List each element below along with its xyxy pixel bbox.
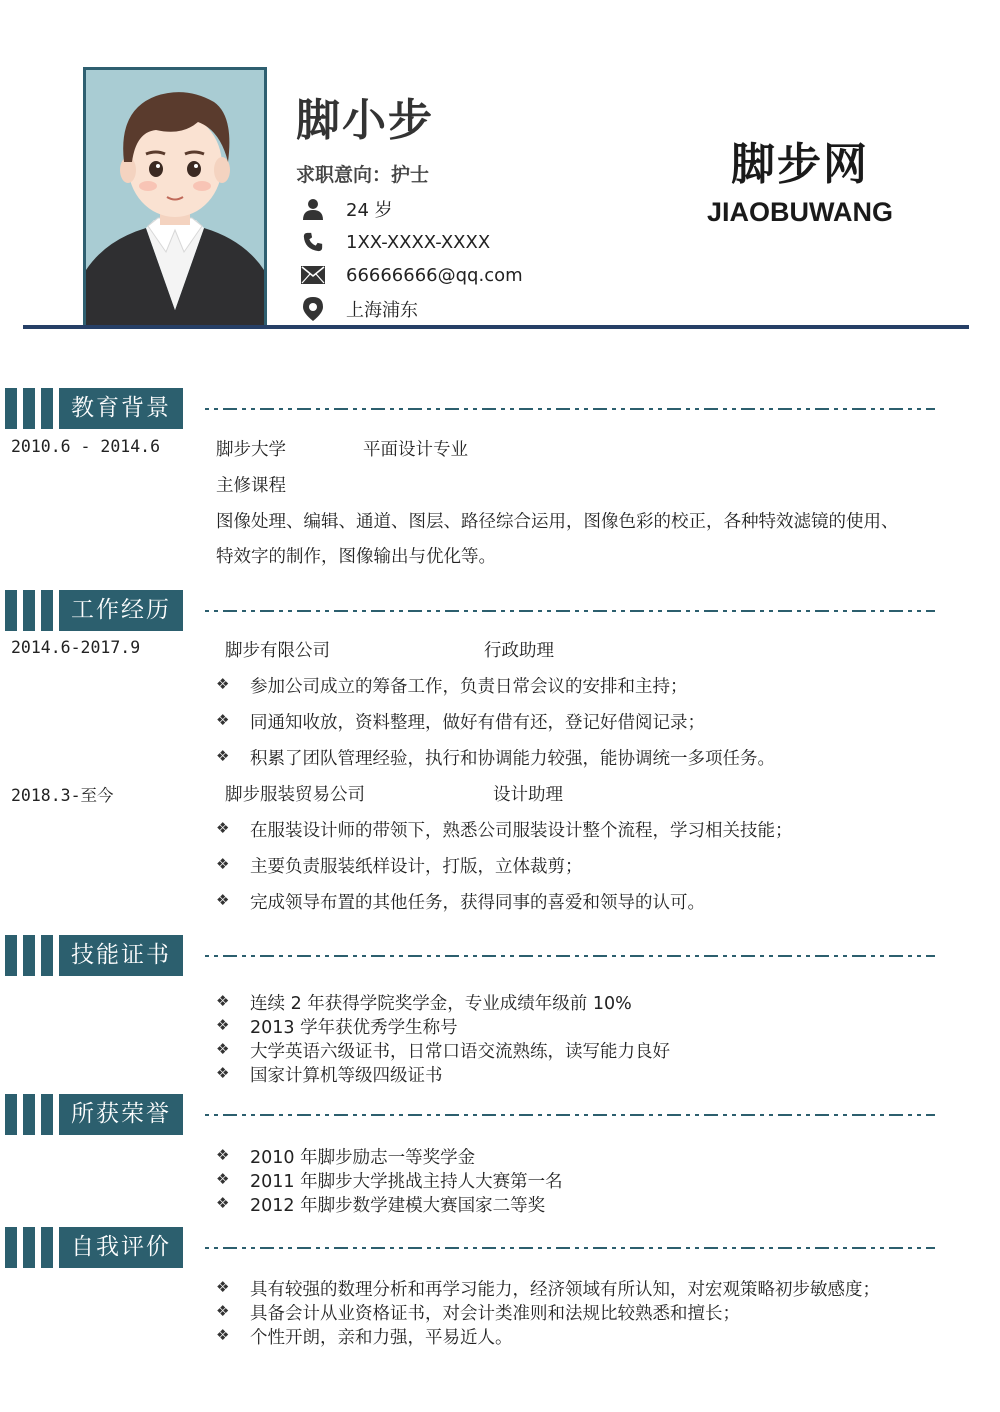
- phone-value: 1XX-XXXX-XXXX: [346, 231, 491, 253]
- section-header-self: [5, 1227, 935, 1268]
- diamond-bullet-icon: ❖: [216, 1278, 230, 1296]
- diamond-bullet-icon: ❖: [216, 1146, 230, 1164]
- job-duty: 同通知收放，资料整理，做好有借有还，登记好借阅记录；: [250, 713, 705, 733]
- job-duty: 完成领导布置的其他任务，获得同事的喜爱和领导的认可。: [250, 893, 705, 913]
- section-header-honors: [5, 1094, 935, 1135]
- diamond-bullet-icon: ❖: [216, 819, 230, 837]
- age-row: [300, 196, 393, 222]
- diamond-bullet-icon: ❖: [216, 675, 230, 693]
- section-header-skills: [5, 935, 935, 976]
- job-duty: 积累了团队管理经验，执行和协调能力较强，能协调统一多项任务。: [250, 749, 775, 769]
- avatar: [86, 70, 264, 326]
- email-value: 66666666@qq.com: [346, 264, 523, 286]
- job-role: 设计助理: [493, 785, 563, 805]
- header-divider: [23, 325, 969, 329]
- age-value: 24 岁: [346, 200, 393, 221]
- person-icon: [300, 196, 326, 222]
- diamond-bullet-icon: ❖: [216, 891, 230, 909]
- dashed-divider: [205, 610, 935, 612]
- job-duty: 主要负责服装纸样设计，打版，立体裁剪；: [250, 857, 583, 877]
- self-eval-item: 具备会计从业资格证书，对会计类准则和法规比较熟悉和擅长；: [250, 1304, 740, 1324]
- location-pin-icon: [300, 296, 326, 322]
- diamond-bullet-icon: ❖: [216, 1016, 230, 1034]
- major-name: 平面设计专业: [363, 440, 468, 460]
- section-header-work: [5, 590, 935, 631]
- course-line: 特效字的制作，图像输出与优化等。: [216, 547, 496, 567]
- skill-item: 连续 2 年获得学院奖学金，专业成绩年级前 10%: [250, 994, 632, 1014]
- diamond-bullet-icon: ❖: [216, 1040, 230, 1058]
- company-name: 脚步有限公司: [225, 641, 330, 661]
- section-title: 技能证书: [59, 935, 183, 976]
- self-eval-item: 个性开朗，亲和力强，平易近人。: [250, 1328, 513, 1348]
- skill-item: 国家计算机等级四级证书: [250, 1066, 443, 1086]
- diamond-bullet-icon: ❖: [216, 1326, 230, 1344]
- skill-item: 2013 学年获优秀学生称号: [250, 1018, 458, 1038]
- section-title: 自我评价: [59, 1227, 183, 1268]
- education-date: 2010.6 - 2014.6: [11, 437, 161, 456]
- location-row: [300, 296, 418, 322]
- skill-item: 大学英语六级证书，日常口语交流熟练，读写能力良好: [250, 1042, 670, 1062]
- diamond-bullet-icon: ❖: [216, 855, 230, 873]
- dashed-divider: [205, 955, 935, 957]
- job-duty: 参加公司成立的筹备工作，负责日常会议的安排和主持；: [250, 677, 688, 697]
- dashed-divider: [205, 1247, 935, 1249]
- school-name: 脚步大学: [216, 440, 286, 460]
- diamond-bullet-icon: ❖: [216, 711, 230, 729]
- honor-item: 2012 年脚步数学建模大赛国家二等奖: [250, 1196, 546, 1216]
- diamond-bullet-icon: ❖: [216, 992, 230, 1010]
- candidate-name: 脚小步: [296, 95, 434, 146]
- phone-row: [300, 229, 490, 255]
- dashed-divider: [205, 408, 935, 410]
- diamond-bullet-icon: ❖: [216, 1194, 230, 1212]
- section-title: 教育背景: [59, 388, 183, 429]
- envelope-icon: [300, 262, 326, 288]
- brand-logo-cn: 脚步网: [731, 139, 869, 190]
- job-role: 行政助理: [484, 641, 554, 661]
- job-intention: 求职意向：护士: [296, 164, 430, 186]
- section-title: 工作经历: [59, 590, 183, 631]
- course-label: 主修课程: [216, 476, 286, 496]
- self-eval-item: 具有较强的数理分析和再学习能力，经济领域有所认知，对宏观策略初步敏感度；: [250, 1280, 880, 1300]
- honor-item: 2010 年脚步励志一等奖学金: [250, 1148, 476, 1168]
- diamond-bullet-icon: ❖: [216, 747, 230, 765]
- job-duty: 在服装设计师的带领下，熟悉公司服装设计整个流程，学习相关技能；: [250, 821, 793, 841]
- course-line: 图像处理、编辑、通道、图层、路径综合运用，图像色彩的校正，各种特效滤镜的使用、: [216, 512, 899, 532]
- honor-item: 2011 年脚步大学挑战主持人大赛第一名: [250, 1172, 563, 1192]
- dashed-divider: [205, 1114, 935, 1116]
- location-value: 上海浦东: [346, 300, 418, 321]
- diamond-bullet-icon: ❖: [216, 1170, 230, 1188]
- brand-logo-en: JIAOBUWANG: [706, 197, 893, 227]
- job-date: 2018.3-至今: [11, 786, 114, 805]
- section-header-education: [5, 388, 935, 429]
- job-date: 2014.6-2017.9: [11, 638, 141, 657]
- email-row: [300, 262, 523, 288]
- phone-icon: [300, 229, 326, 255]
- section-title: 所获荣誉: [59, 1094, 183, 1135]
- diamond-bullet-icon: ❖: [216, 1302, 230, 1320]
- diamond-bullet-icon: ❖: [216, 1064, 230, 1082]
- company-name: 脚步服装贸易公司: [225, 785, 365, 805]
- profile-photo: [83, 67, 267, 329]
